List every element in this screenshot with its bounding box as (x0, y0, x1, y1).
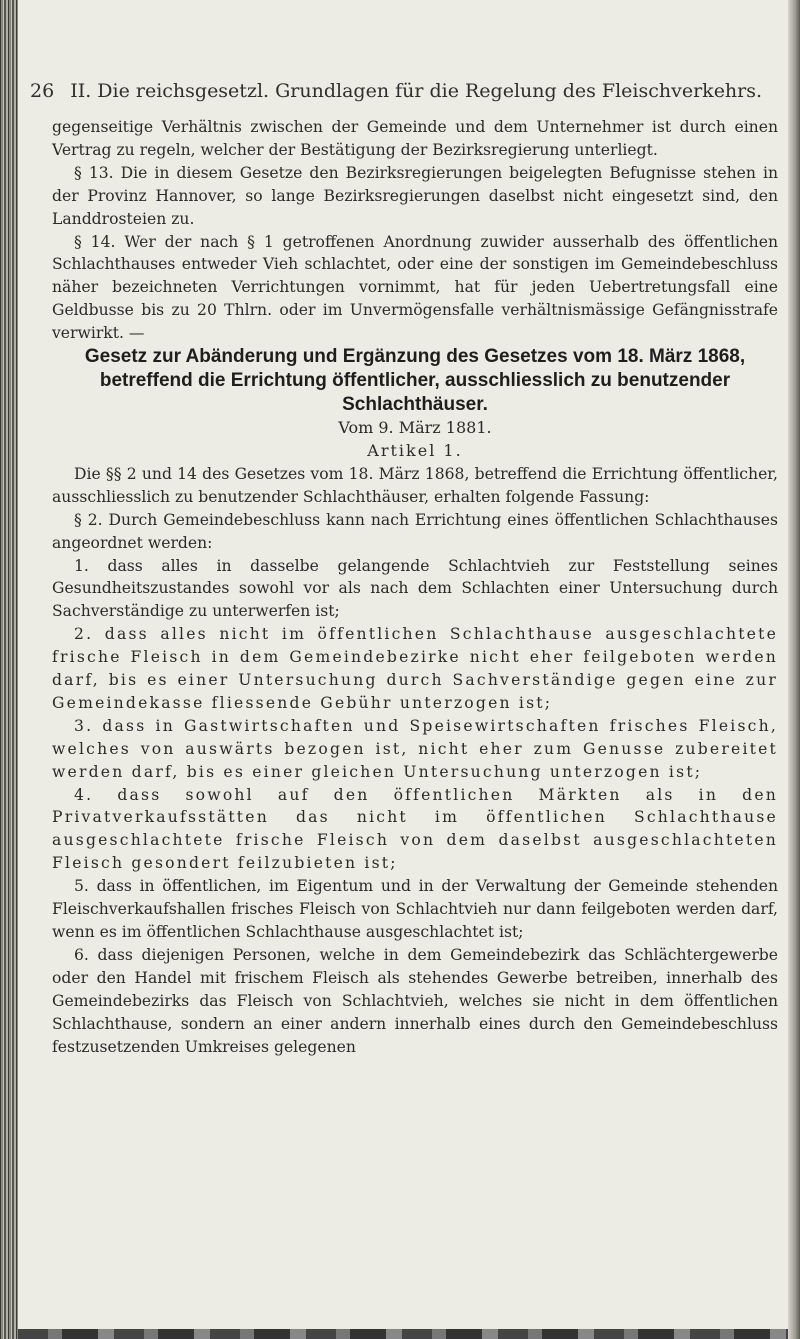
running-title: II. Die reichsgesetzl. Grundlagen für die Regelung des Fleischverkehrs. (70, 80, 763, 102)
running-header (30, 80, 780, 102)
book-page (24, 0, 786, 1339)
article-intro: Die §§ 2 und 14 des Gesetzes vom 18. März 1868, betreffend die Errichtung öffentlicher, ausschliesslich zu benutzender Schlachthäuser, erhalten folgende Fassung: (52, 464, 778, 506)
book-binding-edge (0, 0, 18, 1339)
page-right-edge (788, 0, 800, 1339)
paragraph-section-13: § 13. Die in diesem Gesetze den Bezirksregierungen beigelegten Befugnisse stehen in der Provinz Hannover, so lange Bezirksregierungen daselbst nicht eingesetzt sind, den Landdrosteien zu. (52, 163, 778, 228)
page-number: 26 (30, 80, 55, 102)
paragraph-continuation: gegenseitige Verhältnis zwischen der Gemeinde und dem Unternehmer ist durch einen Vertrag zu regeln, welcher der Bestätigung der Bezirksregierung unterliegt. (52, 118, 778, 159)
list-item-1: 1. dass alles in dasselbe gelangende Schlachtvieh zur Feststellung seines Gesundheitszustandes sowohl vor als nach dem Schlachten einer Untersuchung durch Sachverständige zu unterwerfen ist; (52, 556, 778, 621)
law-heading-end: Schlachthäuser. (342, 394, 488, 416)
body-text (52, 116, 778, 1058)
section-2: § 2. Durch Gemeindebeschluss kann nach Errichtung eines öffentlichen Schlachthauses angeordnet werden: (52, 510, 778, 552)
list-item-6: 6. dass diejenigen Personen, welche in dem Gemeindebezirk das Schlächtergewerbe oder den Handel mit frischem Fleisch als stehendes Gewerbe betreiben, innerhalb des Gemeindebezirks das Fleisch von Schlachtvieh, welches sie nicht in dem öffentlichen Schlachthause, sondern an einer andern innerhalb eines durch den Gemeindebeschluss festzusetzenden Umkreises gelegenen (52, 945, 778, 1056)
list-item-2: 2. dass alles nicht im öffentlichen Schlachthause ausgeschlachtete frische Fleisch in dem Gemeindebezirke nicht eher feilgeboten werden darf, bis es einer Untersuchung durch Sachverständige gegen eine zur Gemeindekasse fliessende Gebühr unterzogen ist; (52, 625, 778, 712)
list-item-3: 3. dass in Gastwirtschaften und Speisewirtschaften frisches Fleisch, welches von auswärts bezogen ist, nicht eher zum Genusse zubereitet werden darf, bis es einer gleichen Untersuchung unterzogen ist; (52, 716, 778, 781)
law-date: Vom 9. März 1881. (338, 418, 492, 438)
list-item-4: 4. dass sowohl auf den öffentlichen Märkten als in den Privatverkaufsstätten das nicht im öffentlichen Schlachthause ausgeschlachtete frische Fleisch von dem daselbst ausgeschlachteten Fleisch gesondert feilzubieten ist; (52, 785, 778, 873)
list-item-5: 5. dass in öffentlichen, im Eigentum und in der Verwaltung der Gemeinde stehenden Fleischverkaufshallen frisches Fleisch von Schlachtvieh nur dann feilgeboten werden darf, wenn es im öffentlichen Schlachthause ausgeschlachtet ist; (52, 877, 778, 941)
paragraph-section-14: § 14. Wer der nach § 1 getroffenen Anordnung zuwider ausserhalb des öffentlichen Schlachthauses entweder Vieh schlachtet, oder eine der sonstigen im Gemeindebeschluss näher bezeichneten Verrichtungen vornimmt, hat für jeden Uebertretungsfall eine Geldbusse bis zu 20 Thlrn. oder im Unvermögensfalle verhältnismässige Gefängnisstrafe verwirkt. — (52, 232, 778, 343)
law-heading: Gesetz zur Abänderung und Ergänzung des Gesetzes vom 18. März 1868, betreffend die Errichtung öffentlicher, ausschliesslich zu benutzender (84, 346, 746, 392)
article-heading: Artikel 1. (367, 440, 463, 460)
